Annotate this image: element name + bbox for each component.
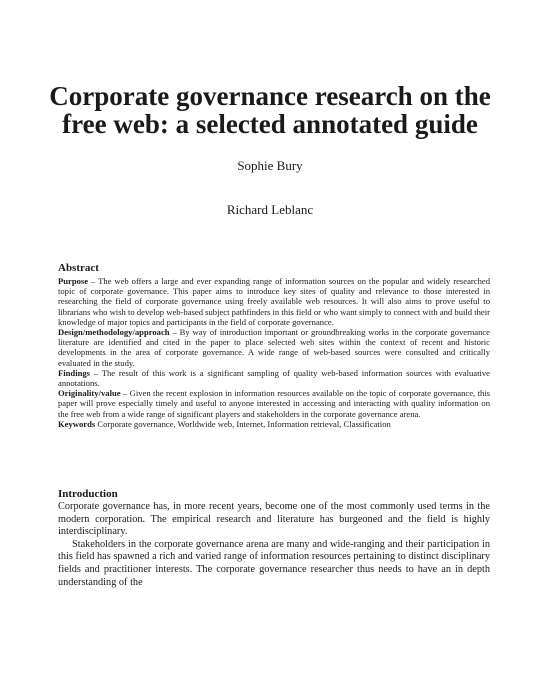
abstract-section xyxy=(58,262,490,429)
abstract-findings-label: Findings xyxy=(58,367,91,378)
abstract-heading: Abstract xyxy=(58,262,99,274)
abstract-keywords-label: Keywords xyxy=(58,418,96,429)
abstract-keywords-text: Corporate governance, Worldwide web, Internet, Information retrieval, Classification xyxy=(95,418,391,429)
abstract-originality-label: Originality/value xyxy=(58,388,121,399)
abstract-findings-text: – The result of this work is a significant sampling of quality web-based information sources with evaluative annotations. xyxy=(58,367,490,389)
abstract-purpose-label: Purpose xyxy=(58,276,89,286)
introduction-paragraph-1: Corporate governance has, in more recent years, become one of the most commonly used terms in the modern corporation. The empirical research and literature has burgeoned and the field is highly interdisciplinary. xyxy=(58,501,490,538)
author-name-first: Sophie Bury xyxy=(237,158,303,173)
introduction-heading: Introduction xyxy=(58,488,118,500)
abstract-purpose-text: – The web offers a large and ever expanding range of information sources on the popular and widely researched topic of corporate governance. This paper aims to introduce key sites of quality and relevance to those interested in researching the field of corporate governance using freely available web resources. It will also aims to prove useful to librarians who wish to develop web-based subject pathfinders in this field or who want simply to connect with and build their knowledge of major topics and participants in the field of corporate governance. xyxy=(58,276,490,327)
abstract-purpose xyxy=(58,276,490,327)
paper-title: Corporate governance research on the free web: a selected annotated guide xyxy=(49,81,491,139)
author-name-second: Richard Leblanc xyxy=(226,202,314,217)
abstract-findings xyxy=(58,368,490,388)
abstract-design-text: – By way of introduction important or groundbreaking works in the corporate governance literature are identified and cited in the paper to place selected web sites within the context of recent and historic developments in the area of corporate governance. A wide range of web-based sources were consulted and critically evaluated in the study. xyxy=(58,327,490,368)
abstract-keywords xyxy=(58,419,490,429)
abstract-originality xyxy=(58,388,490,419)
abstract-design xyxy=(58,327,490,368)
abstract-originality-text: – Given the recent explosion in information resources available on the topic of corporate governance, this paper will prove especially timely and useful to anyone interested in accessing and interacting with quality information on the free web from a wide range of significant players and stakeholders in the corporate governance arena. xyxy=(58,388,490,419)
introduction-paragraph-2: Stakeholders in the corporate governance arena are many and wide-ranging and their participation in this field has spawned a rich and varied range of information resources pertaining to distinct disciplinary fields and practitioner interests. The corporate governance researcher thus needs to have an in depth understanding of the xyxy=(58,538,490,588)
introduction-section xyxy=(58,488,490,589)
abstract-design-label: Design/methodology/approach xyxy=(58,327,170,338)
